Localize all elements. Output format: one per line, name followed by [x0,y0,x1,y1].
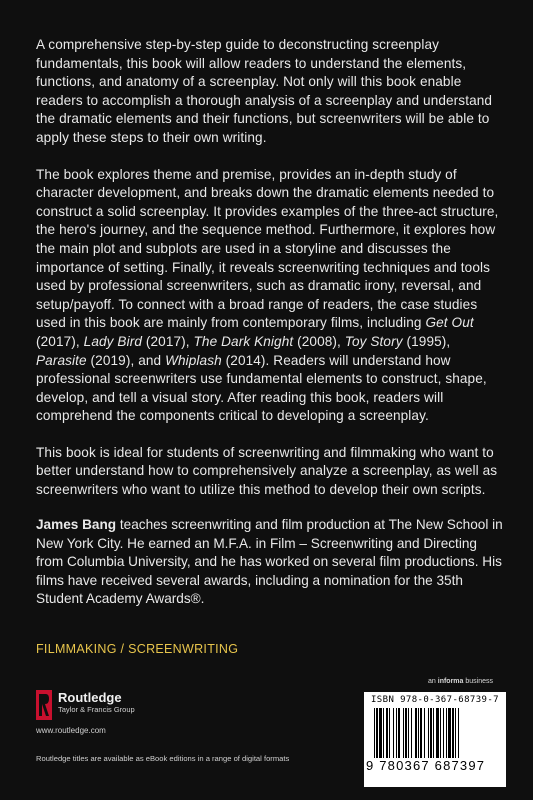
barcode-bar [383,708,384,758]
back-cover-blurb [36,36,504,518]
barcode-bar [430,708,432,758]
barcode-bar [455,708,456,758]
blurb-paragraph-1: A comprehensive step-by-step guide to deconstructing screenplay fundamentals, this book will allow readers to understand the elements, functions, and anatomy of a screenplay. Not only will this book enable readers to accomplish a thorough analysis of a screenplay and understand the dramatic elements and their functions, but screenwriters will be able to apply these steps to their own writing. [36,37,493,145]
informa-prefix: an [428,678,438,685]
blurb-text: (2017), [36,333,84,349]
isbn-text: ISBN 978-0-367-68739-7 [370,695,499,705]
barcode-bar [433,708,434,758]
blurb-text: (1995), [402,333,451,349]
film-title: Parasite [36,352,87,368]
informa-brand: informa [437,678,464,685]
blurb-text: The book explores theme and premise, provides an in-depth study of character development, and breaks down the dramatic elements needed to construct a solid screenplay. It provides examples of the three-act structure, the hero's journey, and the sequence method. Furthermore, it explores how the main plot and subplots are used in a storyline and discusses the importance of setting. Finally, it reveals screenwriting techniques and tools used by professional screenwriters, such as dramatic irony, reversal, and setup/payoff. To connect with a broad range of readers, the case studies used in this book are mainly from contemporary films, including [36,166,499,331]
publisher-group: Taylor & Francis Group [58,705,135,714]
routledge-logo-icon [36,690,52,720]
barcode-bar [389,708,390,758]
publisher-website: www.routledge.com [36,726,106,735]
blurb-paragraph-3: This book is ideal for students of screenwriting and filmmaking who want to better understand how to comprehensively analyze a screenplay, as well as screenwriters who want to utilize this method to develop their own scripts. [36,444,498,498]
blurb-text: (2017), [142,333,194,349]
barcode-bar [452,708,454,758]
subject-category: FILMMAKING / SCREENWRITING [36,642,239,656]
barcode-bar [403,708,404,758]
ebook-note: Routledge titles are available as eBook editions in a range of digital formats [36,754,290,763]
barcode-bar [398,708,400,758]
blurb-text: (2019), and [86,352,166,368]
publisher-logo [36,690,135,720]
barcode-bar [408,708,409,758]
blurb-paragraph-2 [36,166,504,426]
barcode-bar [458,708,459,758]
film-title: Lady Bird [83,333,142,349]
barcode-bar [386,708,388,758]
barcode-bar [443,708,444,758]
informa-suffix: business [463,678,493,685]
barcode-bar [415,708,417,758]
barcode-bar [374,708,375,758]
barcode-bar [446,708,447,758]
film-title: The Dark Knight [193,333,294,349]
isbn-barcode [364,692,506,787]
barcode-bar [405,708,407,758]
blurb-text: (2008), [293,333,345,349]
barcode-bars [372,708,498,758]
author-bio-text: teaches screenwriting and film production at The New School in New York City. He earned an M.F.A. in Film – Screenwriting and Directing from Columbia University, and he has worked on several film productions. His films have received several awards, including a nomination for the 35th Student Academy Awards®. [36,517,503,607]
author-name: James Bang [36,517,117,532]
barcode-number: 9 780367 687397 [366,758,486,773]
informa-tag [428,678,493,685]
barcode-bar [440,708,441,758]
barcode-bar [396,708,397,758]
barcode-bar [448,708,451,758]
film-title: Get Out [425,315,474,331]
barcode-bar [393,708,394,758]
blurb-text: (2014). Readers will understand how professional screenwriters use fundamental elements to construct, shape, develop, and tell a visual story. After reading this book, readers will comprehend the components critical to developing a screenplay. [36,352,487,424]
barcode-bar [420,708,422,758]
barcode-bar [411,708,412,758]
film-title: Whiplash [165,352,222,368]
film-title: Toy Story [344,333,403,349]
barcode-bar [436,708,439,758]
barcode-bar [379,708,382,758]
author-bio [36,516,504,609]
barcode-bar [376,708,378,758]
barcode-bar [418,708,419,758]
barcode-bar [424,708,425,758]
barcode-bar [428,708,429,758]
publisher-name: Routledge [58,690,122,705]
